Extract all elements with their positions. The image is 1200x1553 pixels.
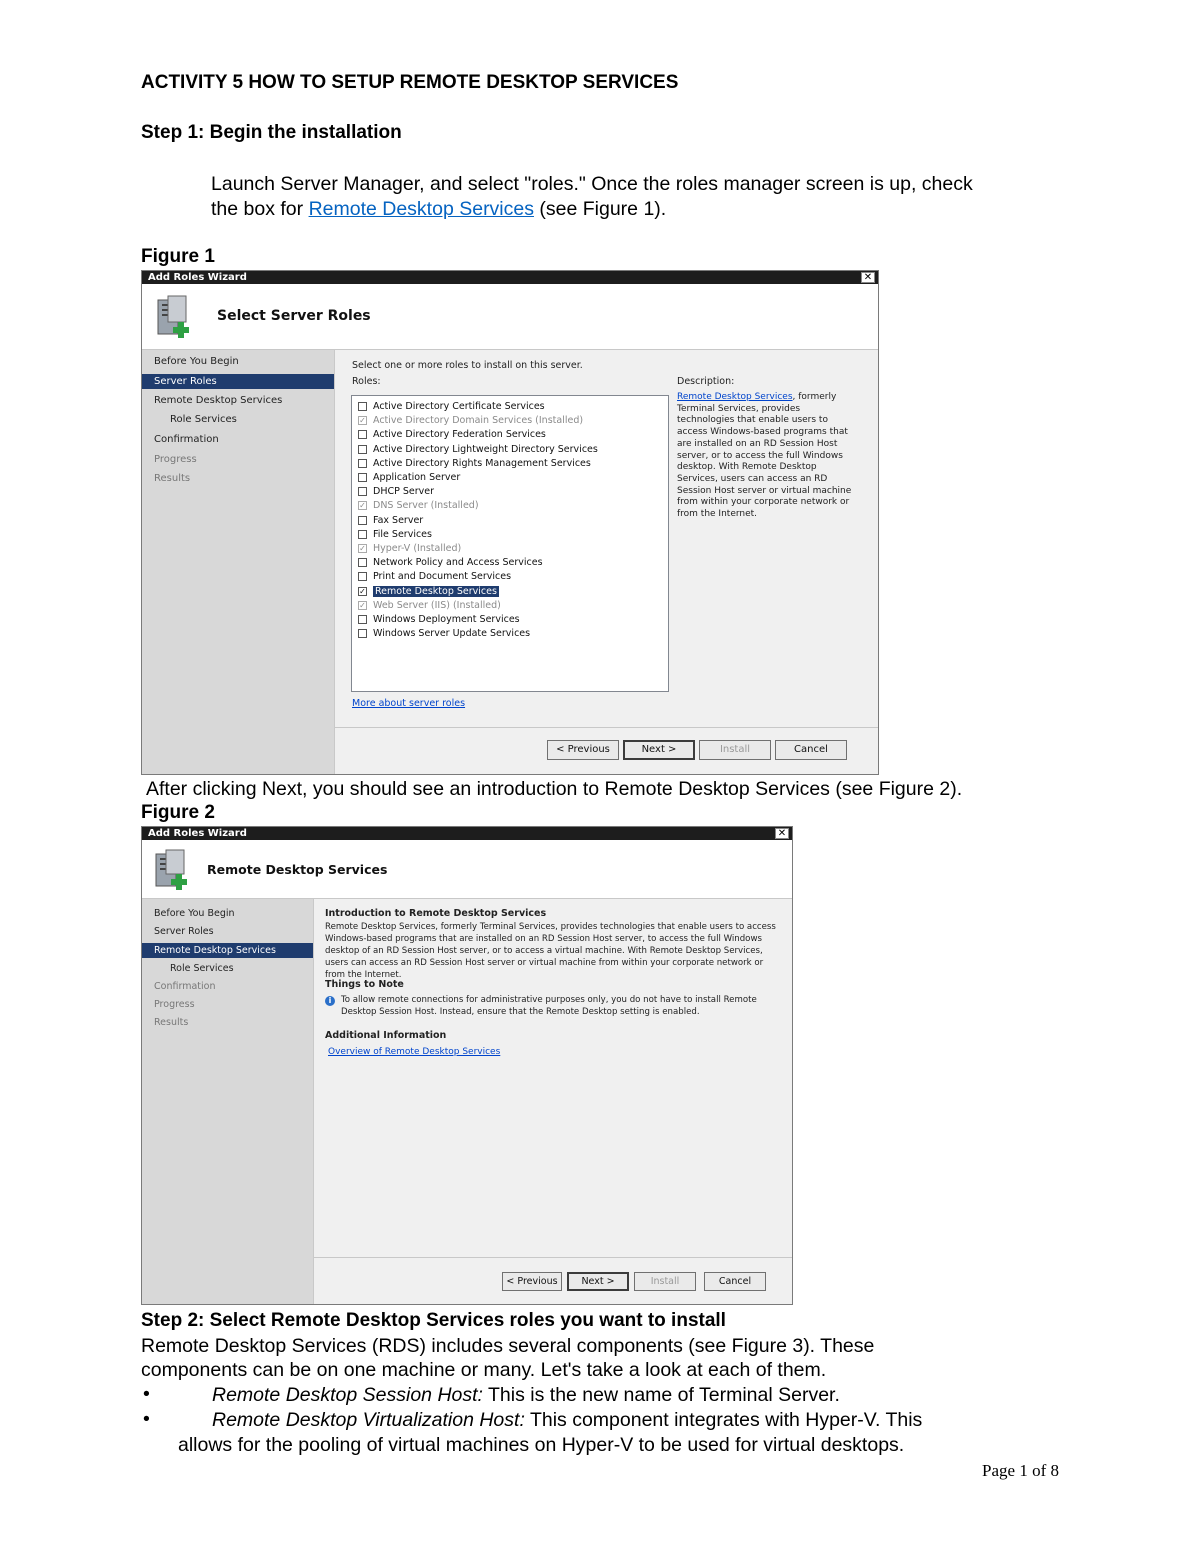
install-button: Install (699, 740, 771, 760)
role-checkbox: ✓ (359, 416, 366, 426)
role-label: Fax Server (373, 514, 424, 526)
wizard-left-nav (142, 350, 335, 774)
server-role-icon (152, 848, 192, 892)
role-label: DHCP Server (373, 486, 434, 498)
role-checkbox[interactable] (358, 615, 367, 624)
role-label: Active Directory Lightweight Directory Services (373, 443, 598, 455)
wizard2-divider (314, 1257, 792, 1258)
remote-desktop-services-link[interactable]: Remote Desktop Services (308, 198, 534, 220)
description-link[interactable]: Remote Desktop Services (677, 392, 793, 402)
nav-confirmation[interactable]: Confirmation (154, 434, 219, 445)
nav-before-you-begin[interactable]: Before You Begin (154, 908, 235, 919)
wizard2-left-nav (142, 899, 314, 1304)
wizard2-header (142, 840, 792, 899)
nav-remote-desktop-services[interactable]: Remote Desktop Services (154, 395, 283, 406)
cancel-button[interactable]: Cancel (775, 740, 847, 760)
role-checkbox[interactable] (358, 402, 367, 411)
wizard-titlebar (142, 271, 878, 284)
additional-heading: Additional Information (325, 1030, 447, 1041)
close-icon[interactable]: ✕ (775, 828, 789, 839)
nav-server-roles[interactable]: Server Roles (142, 374, 334, 389)
wizard-header (142, 284, 878, 350)
role-label: Windows Deployment Services (373, 614, 520, 625)
nav-before-you-begin[interactable]: Before You Begin (154, 356, 239, 367)
role-label: Application Server (373, 472, 461, 483)
overview-rds-link[interactable]: Overview of Remote Desktop Services (328, 1047, 501, 1057)
role-item[interactable] (358, 471, 460, 485)
install-button: Install (634, 1272, 696, 1291)
step1-text-line2 (211, 197, 666, 221)
role-checkbox: ✓ (359, 600, 366, 610)
role-item[interactable] (358, 485, 434, 499)
previous-button[interactable]: < Previous (547, 740, 619, 760)
nav-progress: Progress (154, 999, 195, 1010)
description-text: , formerly Terminal Services, provides technologies that enable users to access Windows-based programs that are installed on an RD Session Host server, or to access the full Windows desktop. With Remote Desktop Services, users can access an RD Session Host server or virtual machine from within your corporate network or from the Internet. (677, 392, 852, 520)
bullet-icon: • (143, 1383, 150, 1405)
nav-confirmation: Confirmation (154, 981, 216, 992)
role-description (677, 392, 855, 521)
roles-instruction: Select one or more roles to install on this server. (352, 360, 583, 371)
step1-text-prefix: the box for (211, 198, 309, 220)
role-item[interactable] (358, 528, 432, 542)
note-heading: Things to Note (325, 979, 404, 990)
bullet2-term: Remote Desktop Virtualization Host: (212, 1409, 525, 1431)
role-item[interactable] (358, 457, 591, 471)
bullet1 (212, 1383, 840, 1407)
role-checkbox: ✓ (359, 501, 366, 511)
role-label: Hyper-V (Installed) (373, 543, 462, 554)
role-checkbox: ✓ (359, 544, 366, 553)
bullet2-text: This component integrates with Hyper-V. This (524, 1409, 923, 1431)
step2-heading: Step 2: Select Remote Desktop Services roles you want to install (141, 1310, 726, 1331)
more-about-roles-link[interactable] (352, 698, 465, 709)
step1-heading: Step 1: Begin the installation (141, 122, 402, 143)
info-icon: i (325, 996, 335, 1006)
roles-label: Roles: (352, 376, 381, 387)
wizard2-title: Add Roles Wizard (148, 828, 247, 839)
role-checkbox[interactable] (358, 558, 367, 567)
role-label: Windows Server Update Services (373, 628, 531, 640)
role-item[interactable] (358, 556, 543, 570)
figure2-label: Figure 2 (141, 802, 215, 823)
nav-remote-desktop-services[interactable]: Remote Desktop Services (142, 943, 313, 958)
role-item[interactable] (358, 499, 479, 513)
role-item[interactable] (358, 414, 583, 428)
wizard-page-title: Select Server Roles (217, 308, 371, 324)
figure1-wizard-window (141, 270, 879, 775)
role-checkbox[interactable]: ✓ (359, 586, 366, 596)
step2-line2: components can be on one machine or many. Let's take a look at each of them. (141, 1359, 827, 1381)
role-label: Active Directory Rights Management Services (373, 457, 591, 469)
figure1-label: Figure 1 (141, 246, 215, 267)
nav-server-roles[interactable]: Server Roles (154, 926, 214, 937)
cancel-button[interactable]: Cancel (704, 1272, 766, 1291)
role-checkbox[interactable] (358, 516, 367, 525)
intro-heading: Introduction to Remote Desktop Services (325, 908, 547, 919)
step1-text-suffix: (see Figure 1). (533, 198, 667, 220)
wizard2-content (314, 899, 792, 1304)
wizard-content (335, 350, 878, 774)
nav-results: Results (154, 473, 191, 484)
nav-results: Results (154, 1017, 189, 1028)
role-checkbox[interactable] (358, 430, 367, 439)
role-checkbox[interactable] (358, 629, 367, 638)
roles-list[interactable] (351, 395, 669, 692)
role-item[interactable] (358, 400, 545, 414)
bullet2 (212, 1408, 922, 1432)
wizard-title: Add Roles Wizard (148, 272, 247, 283)
previous-button[interactable]: < Previous (502, 1272, 562, 1291)
role-label: Active Directory Federation Services (373, 429, 546, 441)
intro-text: Remote Desktop Services, formerly Terminal Services, provides technologies that enable users to access Windows-based programs that are installed on an RD Session Host server, to access the full Windows desktop of an RD Session Host server, or to access a virtual machine. With Remote Desktop Services, users can access an RD Session Host server or virtual machine from within your corporate network or from the Internet. (325, 922, 776, 980)
after-figure1-text: After clicking Next, you should see an introduction to Remote Desktop Services (see Figure 2). (146, 778, 963, 800)
role-checkbox[interactable] (358, 572, 367, 581)
role-item[interactable] (358, 599, 501, 613)
step1-text-line1: Launch Server Manager, and select "roles." Once the roles manager screen is up, check (211, 173, 973, 195)
bullet1-text: This is the new name of Terminal Server. (482, 1384, 840, 1406)
description-label: Description: (677, 376, 735, 387)
server-role-icon (154, 294, 194, 340)
wizard-divider (335, 727, 878, 728)
nav-progress: Progress (154, 454, 197, 465)
role-label: Print and Document Services (373, 571, 512, 583)
doc-title: ACTIVITY 5 HOW TO SETUP REMOTE DESKTOP SERVICES (141, 72, 679, 93)
figure2-wizard-window (141, 826, 793, 1305)
role-label: File Services (373, 528, 432, 540)
bullet1-term: Remote Desktop Session Host: (212, 1384, 483, 1406)
role-checkbox[interactable] (358, 473, 367, 482)
role-checkbox[interactable] (358, 487, 367, 496)
close-icon[interactable]: ✕ (861, 272, 875, 283)
role-checkbox[interactable] (358, 530, 367, 539)
page-number: Page 1 of 8 (982, 1461, 1059, 1480)
role-label: Web Server (IIS) (Installed) (373, 599, 501, 611)
role-label: Active Directory Certificate Services (373, 401, 545, 412)
role-checkbox[interactable] (358, 459, 367, 468)
role-checkbox[interactable] (358, 445, 367, 454)
role-item[interactable] (358, 542, 461, 556)
nav-role-services[interactable]: Role Services (170, 963, 234, 974)
next-button[interactable]: Next > (567, 1272, 629, 1291)
bullet-icon: • (143, 1408, 150, 1430)
role-item[interactable] (358, 627, 530, 641)
role-item[interactable] (358, 514, 423, 528)
next-button[interactable]: Next > (623, 740, 695, 760)
wizard2-titlebar (142, 827, 792, 840)
step2-line1: Remote Desktop Services (RDS) includes several components (see Figure 3). These (141, 1335, 875, 1357)
note-text: To allow remote connections for administrative purposes only, you do not have to install Remote Desktop Session Host. Instead, ensure that the Remote Desktop setting is enabled. (341, 995, 757, 1017)
role-item[interactable] (358, 443, 598, 457)
role-label: Active Directory Domain Services (Installed) (373, 415, 584, 427)
role-label: DNS Server (Installed) (373, 500, 479, 512)
bullet2-continued: allows for the pooling of virtual machines on Hyper-V to be used for virtual desktops. (178, 1434, 905, 1456)
role-label: Network Policy and Access Services (373, 557, 543, 569)
role-label: Remote Desktop Services (375, 585, 497, 597)
overview-link-wrapper[interactable] (328, 1047, 500, 1057)
role-item[interactable] (358, 585, 499, 599)
role-item[interactable] (358, 570, 511, 584)
more-about-roles-text[interactable]: More about server roles (352, 698, 466, 709)
role-item[interactable] (358, 613, 520, 627)
nav-role-services[interactable]: Role Services (170, 414, 237, 425)
role-item[interactable] (358, 428, 546, 442)
wizard2-page-title: Remote Desktop Services (207, 862, 388, 877)
